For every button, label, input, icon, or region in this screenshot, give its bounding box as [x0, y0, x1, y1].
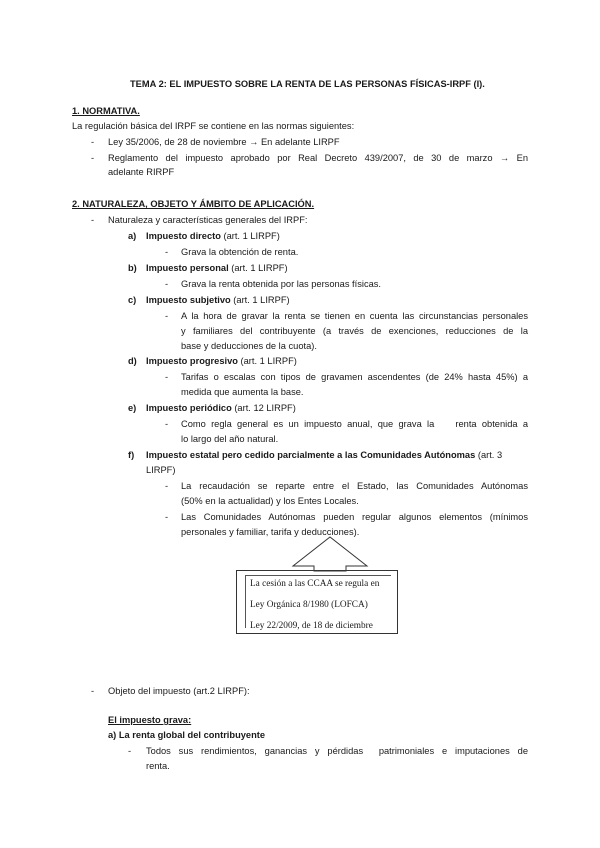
char-letter: d): [128, 356, 137, 366]
objeto-desc: renta.: [146, 761, 170, 771]
dash-bullet: -: [165, 279, 169, 289]
char-title-a: [146, 229, 280, 243]
char-desc: A la hora de gravar la renta se tienen en cuenta las circunstancias personales: [181, 311, 528, 321]
callout-line: La cesión a las CCAA se regula en: [250, 579, 380, 589]
dash-bullet: -: [91, 215, 95, 225]
callout-line: Ley 22/2009, de 18 de diciembre: [250, 621, 373, 631]
char-ref: LIRPF): [146, 465, 176, 475]
dash-bullet: -: [91, 686, 95, 696]
char-desc: (50% en la actualidad) y los Entes Locales.: [181, 496, 359, 506]
dash-bullet: -: [165, 481, 169, 491]
char-name: Impuesto estatal pero cedido parcialmente a las Comunidades Autónomas: [146, 450, 476, 460]
normativa-item-reglamento-cont: adelante RIRPF: [108, 167, 175, 177]
dash-bullet: -: [165, 311, 169, 321]
char-ref: (art. 1 LIRPF): [220, 231, 280, 241]
dash-bullet: -: [91, 153, 95, 163]
char-name: Impuesto progresivo: [146, 356, 238, 366]
dash-bullet: -: [165, 247, 169, 257]
char-letter: f): [128, 450, 135, 460]
dash-bullet: -: [128, 746, 132, 756]
char-desc: y familiares del contribuyente (a través de exenciones, reducciones de la: [181, 326, 528, 336]
dash-bullet: -: [165, 419, 169, 429]
char-title-f: [146, 448, 528, 462]
char-ref: (art. 12 LIRPF): [231, 403, 296, 413]
page-title: TEMA 2: EL IMPUESTO SOBRE LA RENTA DE LAS PERSONAS FÍSICAS-IRPF (I).: [130, 79, 485, 89]
naturaleza-intro: Naturaleza y características generales del IRPF:: [108, 215, 308, 225]
char-letter: a): [128, 231, 137, 241]
char-name: Impuesto directo: [146, 231, 221, 241]
section-1-heading: 1. NORMATIVA.: [72, 106, 140, 116]
char-title-e: [146, 401, 296, 415]
char-desc: Tarifas o escalas con tipos de gravamen ascendentes (de 24% hasta 45%) a: [181, 372, 528, 382]
char-desc: La recaudación se reparte entre el Estado, las Comunidades Autónomas: [181, 481, 528, 491]
dash-bullet: -: [165, 372, 169, 382]
char-letter: c): [128, 295, 137, 305]
char-letter: e): [128, 403, 137, 413]
renta-global-heading: a) La renta global del contribuyente: [108, 730, 266, 740]
char-desc: medida que aumenta la base.: [181, 387, 304, 397]
char-letter: b): [128, 263, 137, 273]
char-desc: Grava la obtención de renta.: [181, 247, 299, 257]
char-desc: personales y familiar, tarifa y deducciones).: [181, 527, 360, 537]
char-title-c: [146, 293, 290, 307]
char-ref: (art. 1 LIRPF): [237, 356, 297, 366]
section-2-heading: 2. NATURALEZA, OBJETO Y ÁMBITO DE APLICACIÓN.: [72, 199, 315, 209]
char-ref: (art. 3: [475, 450, 503, 460]
char-ref: (art. 1 LIRPF): [228, 263, 288, 273]
char-name: Impuesto periódico: [146, 403, 232, 413]
normativa-item-ley: Ley 35/2006, de 28 de noviembre → En adelante LIRPF: [108, 137, 340, 147]
char-name: Impuesto subjetivo: [146, 295, 231, 305]
section-1-intro: La regulación básica del IRPF se contiene en las normas siguientes:: [72, 121, 355, 131]
callout-arrow: [290, 536, 370, 572]
char-desc: Grava la renta obtenida por las personas físicas.: [181, 279, 381, 289]
dash-bullet: -: [91, 137, 95, 147]
char-desc: Como regla general es un impuesto anual, que grava la renta obtenida a: [181, 419, 528, 429]
char-title-b: [146, 261, 288, 275]
char-desc: base y deducciones de la cuota).: [181, 341, 317, 351]
objeto-intro: Objeto del impuesto (art.2 LIRPF):: [108, 686, 250, 696]
objeto-desc: Todos sus rendimientos, ganancias y pérdidas patrimoniales e imputaciones de: [146, 746, 528, 756]
callout-line: Ley Orgánica 8/1980 (LOFCA): [250, 600, 368, 610]
char-title-d: [146, 354, 297, 368]
char-name: Impuesto personal: [146, 263, 229, 273]
grava-heading: El impuesto grava:: [108, 715, 192, 725]
char-desc: lo largo del año natural.: [181, 434, 279, 444]
char-ref: (art. 1 LIRPF): [230, 295, 290, 305]
char-desc: Las Comunidades Autónomas pueden regular algunos elementos (mínimos: [181, 512, 528, 522]
dash-bullet: -: [165, 512, 169, 522]
normativa-item-reglamento: Reglamento del impuesto aprobado por Real Decreto 439/2007, de 30 de marzo → En: [108, 153, 528, 163]
